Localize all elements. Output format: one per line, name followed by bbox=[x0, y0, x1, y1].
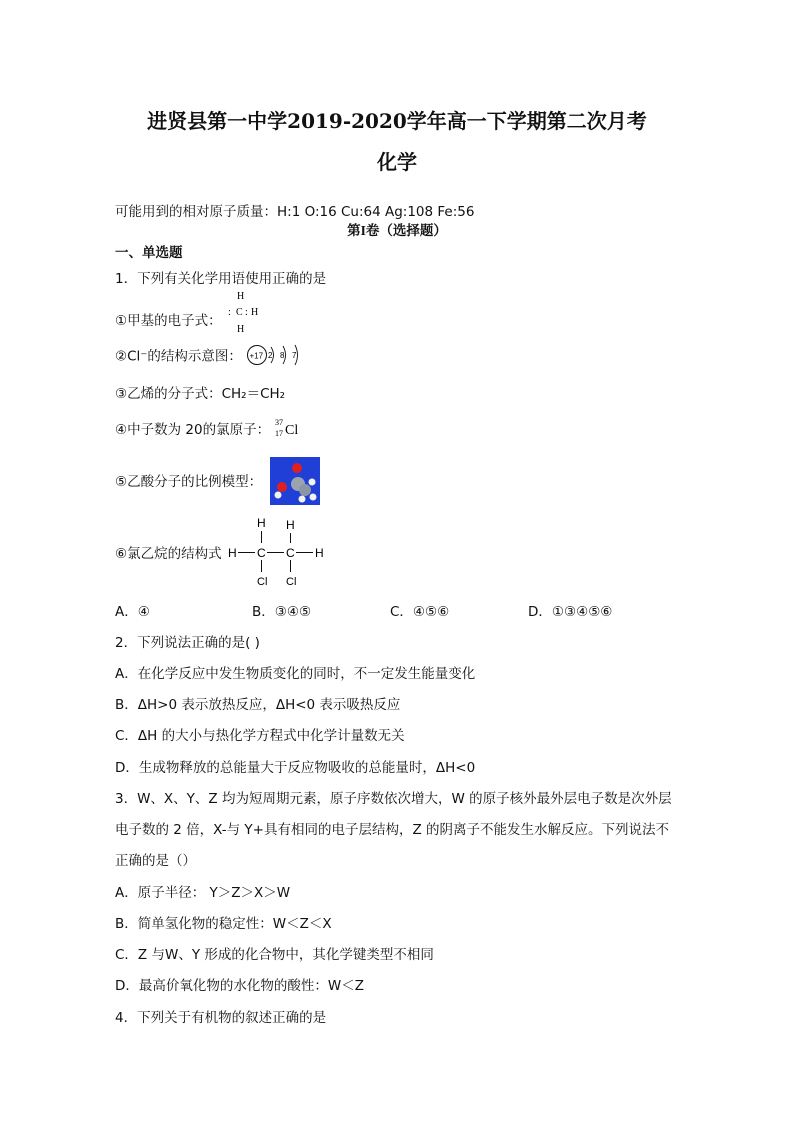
struct-h-right: H bbox=[315, 546, 324, 560]
q1-item-5 bbox=[115, 473, 262, 491]
isotope-atomic-number: 17 bbox=[275, 429, 284, 438]
q1-option-b: B．③④⑤ bbox=[252, 604, 312, 620]
hydrogen-atom-1 bbox=[275, 492, 282, 499]
shell-3-electrons: 7 bbox=[292, 351, 297, 360]
q1-option-a: A．④ bbox=[115, 604, 150, 620]
chlorine-isotope-symbol bbox=[274, 417, 304, 439]
struct-cl-1: Cl bbox=[257, 576, 268, 588]
hydrogen-atom-3 bbox=[310, 494, 317, 501]
q4-stem: 4．下列关于有机物的叙述正确的是 bbox=[115, 1010, 327, 1026]
q1-stem: 1．下列有关化学用语使用正确的是 bbox=[115, 271, 327, 287]
methyl-colon-right: : bbox=[244, 307, 248, 318]
isotope-element: Cl bbox=[285, 423, 299, 438]
q1-item-1-text: ①甲基的电子式： bbox=[115, 313, 222, 329]
hydrogen-atom-2 bbox=[309, 479, 316, 486]
q1-option-c: C．④⑤⑥ bbox=[390, 604, 450, 620]
q1-item-6: ⑥氯乙烷的结构式 bbox=[115, 546, 222, 562]
q1-item-4-text: ④中子数为 20的氯原子： bbox=[115, 422, 271, 438]
q3-option-b: B．简单氢化物的稳定性：W＜Z＜X bbox=[115, 916, 332, 932]
q3-stem-line-3: 正确的是（） bbox=[115, 853, 196, 869]
q2-option-d: D．生成物释放的总能量大于反应物吸收的总能量时，ΔH<0 bbox=[115, 760, 476, 776]
carbon-atom-2 bbox=[299, 484, 311, 496]
cl-ion-structure-diagram bbox=[246, 344, 308, 366]
isotope-mass-number: 37 bbox=[275, 418, 284, 427]
q3-stem-line-2: 电子数的 2 倍，X-与 Y+具有相同的电子层结构，Z 的阴离子不能发生水解反应。下列说法不 bbox=[115, 822, 670, 838]
q1-option-d: D．①③④⑤⑥ bbox=[528, 604, 613, 620]
q1-item-2-text: ②Cl⁻的结构示意图： bbox=[115, 348, 242, 365]
q3-option-a: A．原子半径： Y＞Z＞X＞W bbox=[115, 885, 291, 901]
methyl-h-bottom: H bbox=[236, 324, 245, 335]
q1-item-3: ③乙烯的分子式：CH₂＝CH₂ bbox=[115, 386, 286, 402]
q1-item-1 bbox=[115, 291, 262, 336]
q1-item-5-text: ⑤乙酸分子的比例模型： bbox=[115, 474, 263, 490]
oxygen-atom-left bbox=[277, 482, 287, 492]
q2-option-c: C．ΔH 的大小与热化学方程式中化学计量数无关 bbox=[115, 728, 405, 744]
struct-h-top-2: H bbox=[286, 518, 295, 532]
q2-option-a: A．在化学反应中发生物质变化的同时，不一定发生能量变化 bbox=[115, 666, 476, 682]
hydrogen-atom-4 bbox=[299, 496, 306, 503]
methyl-electron-formula bbox=[226, 290, 262, 336]
struct-h-top-1: H bbox=[257, 516, 266, 530]
struct-c-2: C bbox=[286, 546, 295, 560]
methyl-h-right: H bbox=[250, 307, 259, 318]
struct-cl-2: Cl bbox=[286, 576, 297, 588]
shell-1-electrons: 2 bbox=[268, 351, 273, 360]
chloroethane-structural-formula bbox=[226, 515, 330, 589]
methyl-c: C bbox=[235, 307, 243, 318]
section-heading: 一、单选题 bbox=[115, 245, 183, 261]
exam-title: 进贤县第一中学2019-2020学年高一下学期第二次月考 bbox=[147, 109, 647, 133]
q1-item-2 bbox=[115, 347, 308, 366]
struct-c-1: C bbox=[257, 546, 266, 560]
q3-stem-line-1: 3．W、X、Y、Z 均为短周期元素，原子序数依次增大，W 的原子核外最外层电子数是次外层 bbox=[115, 791, 672, 807]
shell-2-electrons: 8 bbox=[280, 351, 285, 360]
struct-h-left: H bbox=[228, 546, 237, 560]
atomic-mass-line: 可能用到的相对原子质量：H:1 O:16 Cu:64 Ag:108 Fe:56 bbox=[115, 204, 475, 220]
q2-stem: 2．下列说法正确的是( ) bbox=[115, 635, 260, 651]
q3-option-d: D．最高价氧化物的水化物的酸性：W＜Z bbox=[115, 978, 364, 994]
q1-item-4 bbox=[115, 418, 304, 439]
q3-option-c: C．Z 与W、Y 形成的化合物中，其化学键类型不相同 bbox=[115, 947, 434, 963]
q2-option-b: B．ΔH>0 表示放热反应，ΔH<0 表示吸热反应 bbox=[115, 697, 401, 713]
methyl-colon-left: : bbox=[227, 307, 231, 318]
acetic-acid-model-image bbox=[270, 457, 320, 505]
nucleus-charge: +17 bbox=[249, 351, 264, 361]
volume-heading: 第I卷（选择题） bbox=[347, 223, 447, 238]
methyl-h-top: H bbox=[236, 291, 245, 302]
exam-subject: 化学 bbox=[377, 150, 417, 174]
oxygen-atom-top bbox=[292, 463, 302, 473]
